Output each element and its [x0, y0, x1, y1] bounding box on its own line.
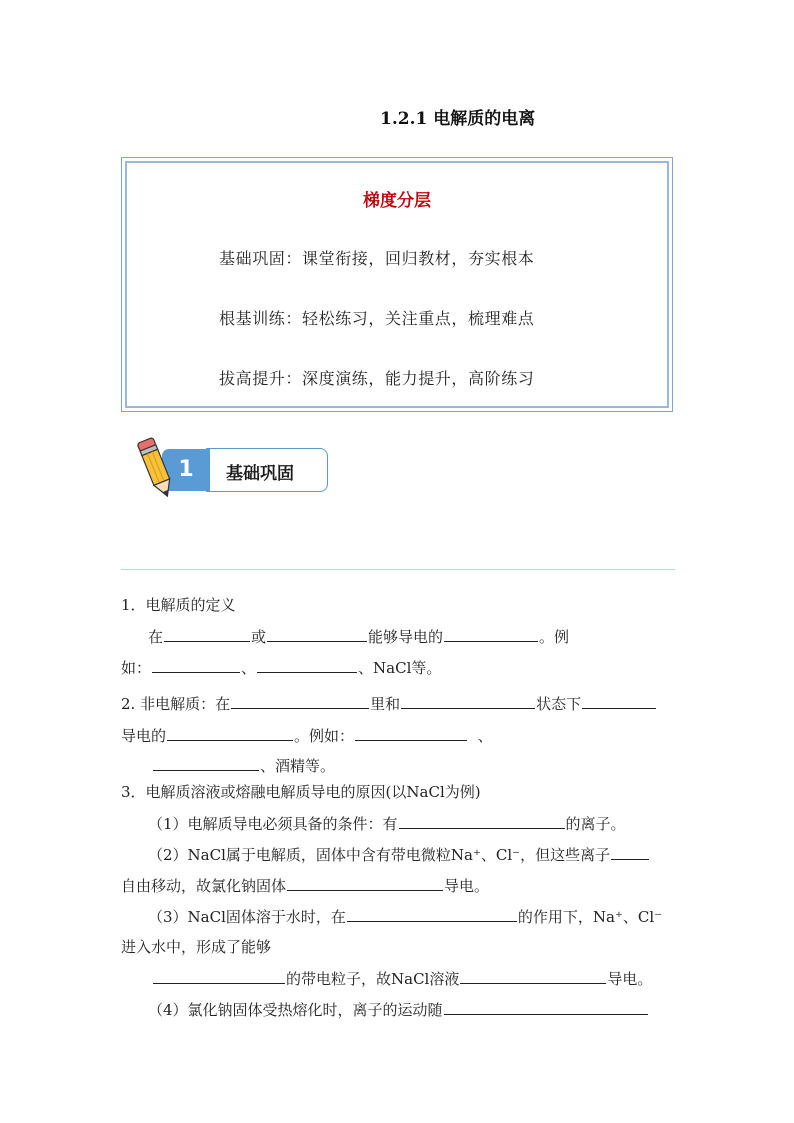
- pencil-icon: [134, 436, 180, 502]
- question-1-line-2: [121, 657, 441, 678]
- question-3-3-line-2: 进入水中，形成了能够: [121, 938, 272, 956]
- section-label: 基础巩固: [226, 464, 294, 484]
- fill-blank[interactable]: [153, 968, 285, 984]
- text-segment: 导电的: [121, 727, 167, 745]
- text-segment: （2）NaCl属于电解质，固体中含有带电微粒Na⁺、Cl⁻，但这些离子: [148, 846, 611, 864]
- fill-blank[interactable]: [355, 725, 467, 741]
- text-segment: 状态下: [536, 695, 582, 713]
- fill-blank[interactable]: [152, 657, 240, 673]
- section-divider: [121, 569, 675, 570]
- tier-heading: 梯度分层: [363, 191, 431, 211]
- fill-blank[interactable]: [347, 906, 517, 922]
- question-3-1: [148, 813, 626, 834]
- text-segment: 能够导电的: [368, 628, 444, 646]
- tier-line-basic: 基础巩固：课堂衔接，回归教材，夯实根本: [219, 249, 535, 268]
- fill-blank[interactable]: [267, 626, 367, 642]
- text-segment: 导电。: [444, 877, 490, 895]
- section-number: 1: [178, 457, 194, 482]
- fill-blank[interactable]: [444, 999, 648, 1015]
- text-segment: （3）NaCl固体溶于水时，在: [148, 908, 346, 926]
- text-segment: 的带电粒子，故NaCl溶液: [286, 970, 460, 988]
- fill-blank[interactable]: [399, 813, 565, 829]
- fill-blank[interactable]: [401, 693, 535, 709]
- fill-blank[interactable]: [153, 755, 259, 771]
- fill-blank[interactable]: [167, 725, 293, 741]
- tier-line-foundation: 根基训练：轻松练习，关注重点，梳理难点: [219, 309, 535, 328]
- text-segment: 或: [251, 628, 267, 646]
- text-segment: 、NaCl等。: [358, 659, 442, 677]
- question-3-3-line-1: [148, 906, 662, 927]
- text-segment: 。例: [539, 628, 570, 646]
- fill-blank[interactable]: [287, 875, 443, 891]
- question-3-3-line-3: [152, 968, 652, 989]
- text-segment: 自由移动，故氯化钠固体: [121, 877, 287, 895]
- fill-blank[interactable]: [611, 844, 649, 860]
- text-segment: （4）氯化钠固体受热熔化时，离子的运动随: [148, 1001, 443, 1019]
- question-3-2-line-1: [148, 844, 650, 865]
- fill-blank[interactable]: [164, 626, 250, 642]
- fill-blank[interactable]: [460, 968, 606, 984]
- fill-blank[interactable]: [231, 693, 369, 709]
- text-segment: 、: [477, 727, 493, 745]
- text-segment: 、: [241, 659, 257, 677]
- question-2-line-3: [152, 755, 335, 776]
- question-3-4: [148, 999, 649, 1020]
- question-3-2-line-2: [121, 875, 489, 896]
- tier-line-advanced: 拔高提升：深度演练，能力提升，高阶练习: [219, 369, 535, 388]
- text-segment: 如：: [121, 659, 152, 677]
- fill-blank[interactable]: [257, 657, 357, 673]
- question-2-line-2: [121, 725, 493, 746]
- text-segment: 、酒精等。: [260, 757, 336, 775]
- text-segment: （1）电解质导电必须具备的条件：有: [148, 815, 398, 833]
- text-segment: 。例如：: [294, 727, 355, 745]
- tier-info-box: [121, 157, 673, 412]
- section-badge: [134, 440, 334, 502]
- question-1-title: 1．电解质的定义: [121, 596, 236, 614]
- text-segment: 里和: [370, 695, 401, 713]
- page-title: 1.2.1 电解质的电离: [380, 109, 536, 129]
- text-segment: 2. 非电解质：在: [121, 695, 231, 713]
- text-segment: 导电。: [607, 970, 653, 988]
- fill-blank[interactable]: [582, 693, 656, 709]
- question-1-line-1: [148, 626, 569, 647]
- text-segment: 的离子。: [565, 815, 626, 833]
- question-3-title: 3．电解质溶液或熔融电解质导电的原因(以NaCl为例): [121, 783, 481, 801]
- text-segment: 的作用下，Na⁺、Cl⁻: [517, 908, 663, 926]
- text-segment: 在: [148, 628, 164, 646]
- question-2-line-1: [121, 693, 657, 714]
- fill-blank[interactable]: [444, 626, 538, 642]
